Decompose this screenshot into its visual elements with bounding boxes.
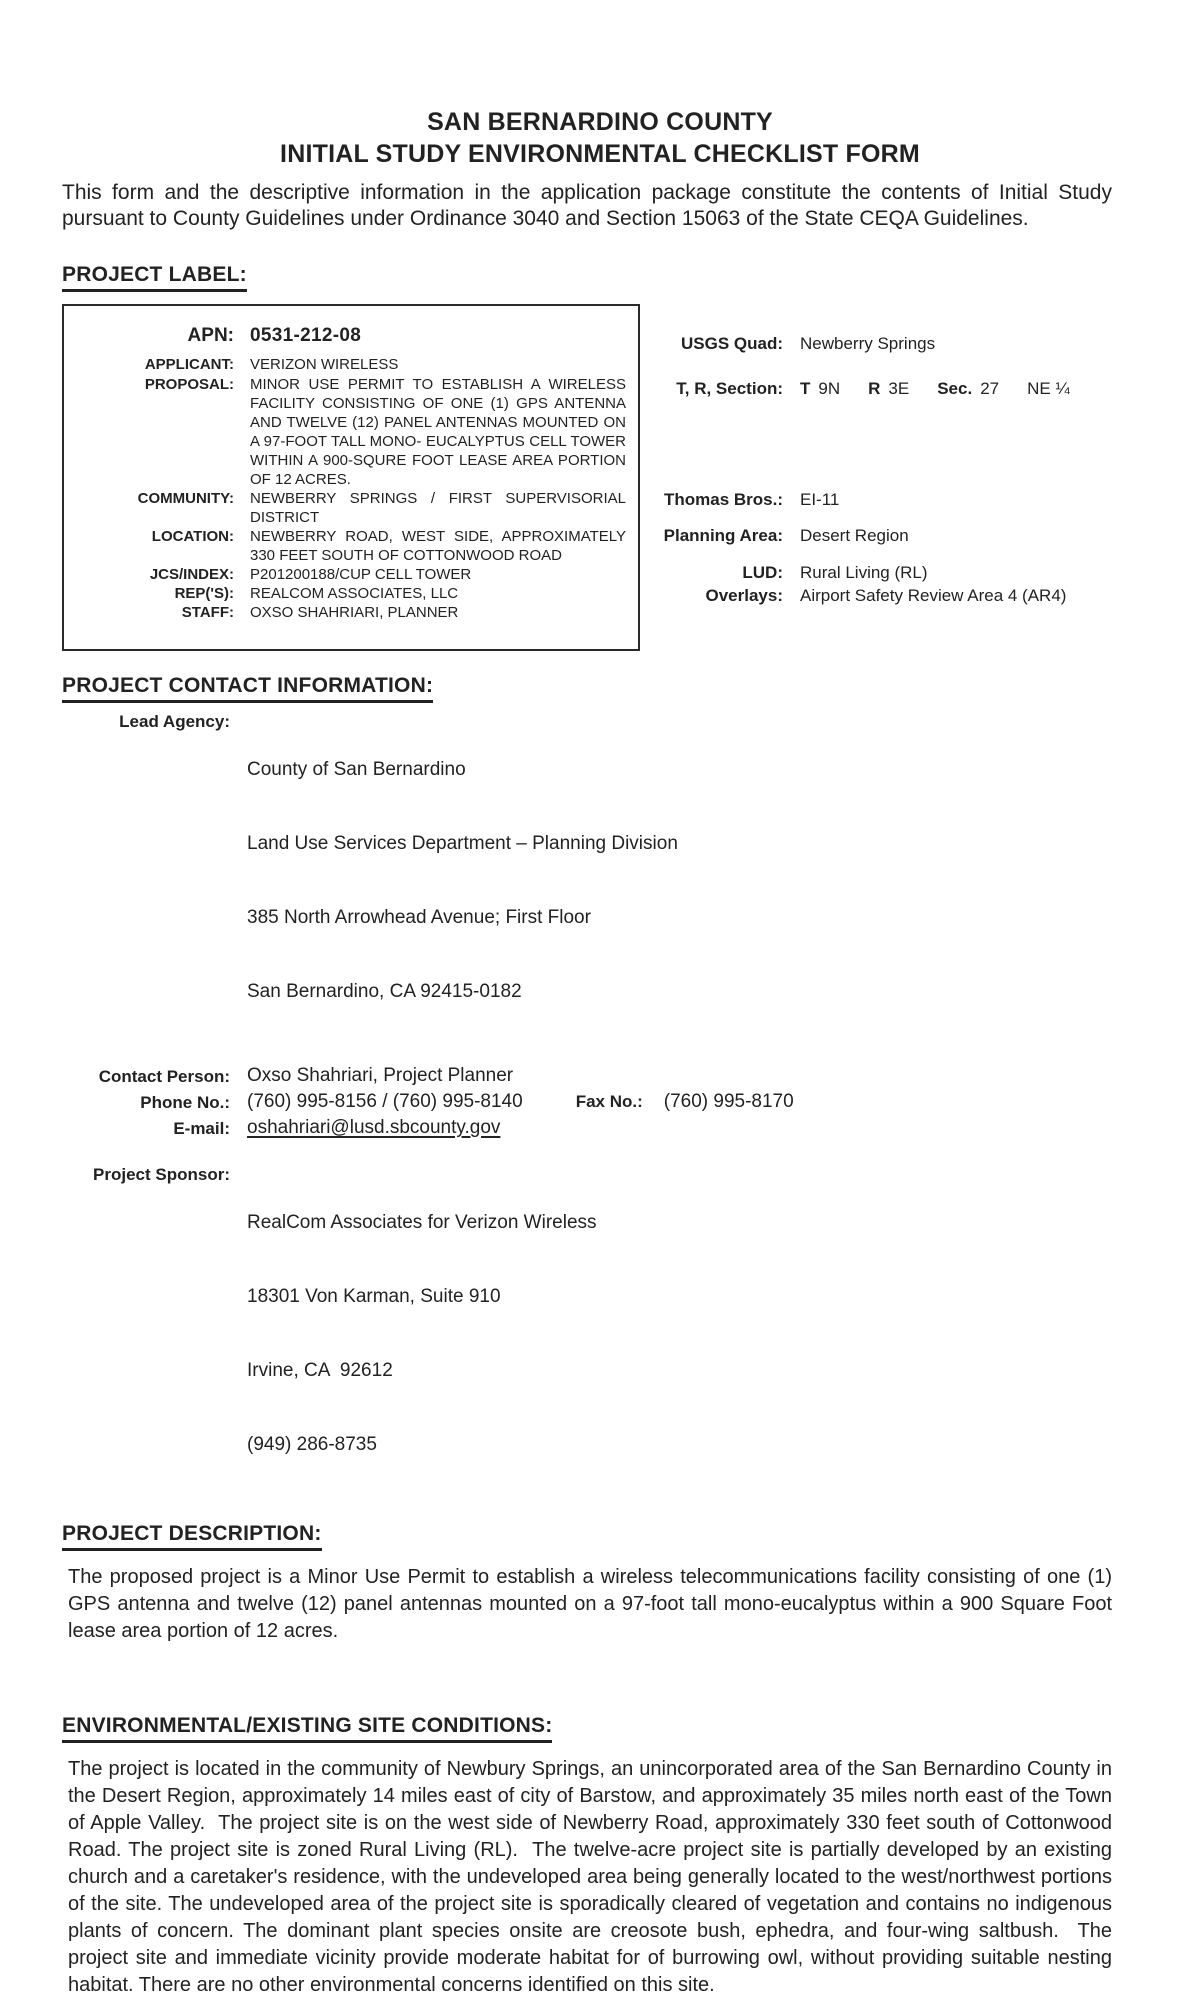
document-header	[62, 106, 1138, 170]
field-label: APN:	[187, 325, 234, 346]
site-conditions-paragraph: The project is located in the community of Newbury Springs, an unincorporated area of the San Bernardino County in the Desert Region, approximately 14 miles east of city of Barstow, and approximately 35 miles north east of the Town of Apple Valley. The project site is on the west side of Newberry Road, approximately 330 feet south of Cottonwood Road. The project site is zoned Rural Living (RL). The twelve-acre project site is partially developed by an existing church and a caretaker's residence, with the undeveloped area being generally located to the west/northwest portions of the site. The undeveloped area of the project site is sporadically cleared of vegetation and contains no indigenous plants of concern. The dominant plant species onsite are creosote bush, ephedra, and four-wing saltbush. The project site and immediate vicinity provide moderate habitat for of burrowing owl, without providing suitable nesting habitat. There are no other environmental concerns identified on this site.	[68, 1758, 1118, 1996]
field-row-applicant	[64, 355, 626, 374]
field-value: OXSO SHAHRIARI, PLANNER	[250, 604, 459, 621]
sponsor-line: 18301 Von Karman, Suite 910	[247, 1286, 501, 1307]
field-row-community	[64, 489, 631, 527]
field-value: MINOR USE PERMIT TO ESTABLISH A WIRELESS FACILITY CONSISTING OF ONE (1) GPS ANTENNA AND TWELVE (12) PANEL ANTENNAS MOUNTED ON A 97-FOOT TALL MONO- EUCALYPTUS CELL TOWER WITHIN A 900-SQURE FOOT LEASE AREA PORTION OF 12 ACRES.	[250, 376, 631, 488]
field-label: Project Sponsor:	[93, 1165, 230, 1184]
field-label: E-mail:	[173, 1119, 230, 1138]
field-label: PROPOSAL:	[144, 376, 234, 393]
field-row-project-sponsor	[62, 1161, 1112, 1507]
document-subtitle: INITIAL STUDY ENVIRONMENTAL CHECKLIST FORM	[280, 140, 920, 168]
field-row-thomas-bros	[655, 488, 839, 511]
field-row-usgs-quad	[655, 332, 935, 355]
project-label-box	[62, 304, 640, 651]
field-value	[247, 1115, 1112, 1141]
field-value: Rural Living (RL)	[800, 563, 928, 582]
field-value: NEWBERRY SPRINGS / FIRST SUPERVISORIAL DISTRICT	[250, 490, 631, 526]
field-label: Lead Agency:	[119, 712, 230, 731]
field-value: EI-11	[800, 490, 840, 509]
field-value: P201200188/CUP CELL TOWER	[250, 566, 472, 583]
lead-agency-line: 385 North Arrowhead Avenue; First Floor	[247, 907, 591, 928]
field-label: LUD:	[742, 563, 783, 582]
document-title: SAN BERNARDINO COUNTY	[427, 108, 773, 136]
field-label: LOCATION:	[151, 528, 234, 545]
field-row-planning-area	[655, 524, 909, 547]
phone-number: (760) 995-8156 / (760) 995-8140	[247, 1091, 523, 1112]
field-label: COMMUNITY:	[137, 490, 234, 507]
fax-label: Fax No.:	[575, 1092, 643, 1111]
field-value: REALCOM ASSOCIATES, LLC	[250, 585, 459, 602]
scanned-document-page	[0, 106, 1200, 1996]
sponsor-line: RealCom Associates for Verizon Wireless	[247, 1212, 597, 1233]
lead-agency-line: Land Use Services Department – Planning Division	[247, 833, 678, 854]
field-row-phone	[62, 1089, 1112, 1115]
field-label: Thomas Bros.:	[663, 490, 783, 509]
field-label: Overlays:	[705, 586, 783, 605]
section-heading-contact-info: PROJECT CONTACT INFORMATION:	[62, 672, 1200, 703]
field-label: Planning Area:	[663, 526, 783, 545]
field-label: Contact Person:	[98, 1067, 230, 1086]
field-row-trs	[655, 377, 1070, 400]
field-value: 0531-212-08	[250, 325, 362, 346]
field-label: JCS/INDEX:	[149, 566, 234, 583]
section-heading-project-label: PROJECT LABEL:	[62, 261, 1200, 292]
field-value: VERIZON WIRELESS	[250, 356, 399, 373]
field-row-lud	[655, 561, 928, 584]
field-label: USGS Quad:	[680, 334, 783, 353]
lead-agency-line: County of San Bernardino	[247, 759, 466, 780]
section-heading-site-conditions: ENVIRONMENTAL/EXISTING SITE CONDITIONS:	[62, 1712, 1200, 1743]
field-value: NEWBERRY ROAD, WEST SIDE, APPROXIMATELY 330 FEET SOUTH OF COTTONWOOD ROAD	[250, 528, 631, 564]
field-value: Desert Region	[800, 526, 909, 545]
field-row-email	[62, 1115, 1112, 1141]
field-row-overlays	[655, 584, 1066, 607]
section-heading-project-description: PROJECT DESCRIPTION:	[62, 1520, 1200, 1551]
field-label: STAFF:	[181, 604, 234, 621]
project-label-area	[0, 304, 1200, 672]
field-value: Oxso Shahriari, Project Planner	[247, 1065, 514, 1086]
field-label: Phone No.:	[140, 1093, 230, 1112]
field-value: Airport Safety Review Area 4 (AR4)	[800, 586, 1067, 605]
field-label: APPLICANT:	[144, 356, 234, 373]
trs-township: T 9N	[800, 379, 841, 398]
email-address: oshahriari@lusd.sbcounty.gov	[247, 1117, 501, 1138]
sponsor-line: (949) 286-8735	[247, 1434, 377, 1455]
intro-paragraph: This form and the descriptive information in the application package constitute the contents of Initial Study pursuant to County Guidelines under Ordinance 3040 and Section 15063 of the State CEQA Guidelines.	[62, 181, 1118, 230]
field-row-proposal	[64, 375, 631, 489]
field-value	[247, 708, 1112, 1054]
field-value	[247, 1089, 1112, 1115]
field-row-location	[64, 527, 631, 565]
lead-agency-line: San Bernardino, CA 92415-0182	[247, 981, 522, 1002]
field-label: T, R, Section:	[676, 379, 783, 398]
sponsor-line: Irvine, CA 92612	[247, 1360, 393, 1381]
trs-range: R 3E	[868, 379, 910, 398]
field-row-staff	[64, 603, 626, 622]
trs-quarter: NE ¼	[1027, 379, 1070, 398]
field-value: Newberry Springs	[800, 334, 936, 353]
trs-section: Sec. 27	[937, 379, 1000, 398]
field-label: REP('S):	[174, 585, 234, 602]
field-row-contact-person	[62, 1063, 1112, 1089]
field-row-reps	[64, 584, 626, 603]
field-row-apn	[64, 324, 626, 348]
fax-number: (760) 995-8170	[663, 1091, 794, 1112]
project-description-paragraph: The proposed project is a Minor Use Permit to establish a wireless telecommunications facility consisting of one (1) GPS antenna and twelve (12) panel antennas mounted on a 97-foot tall mono-eucalyptus within a 900 Square Foot lease area portion of 12 acres.	[68, 1566, 1118, 1642]
field-value	[800, 377, 1070, 400]
field-row-jcs-index	[64, 565, 626, 584]
field-row-lead-agency	[62, 708, 1112, 1054]
field-value	[247, 1161, 1112, 1507]
